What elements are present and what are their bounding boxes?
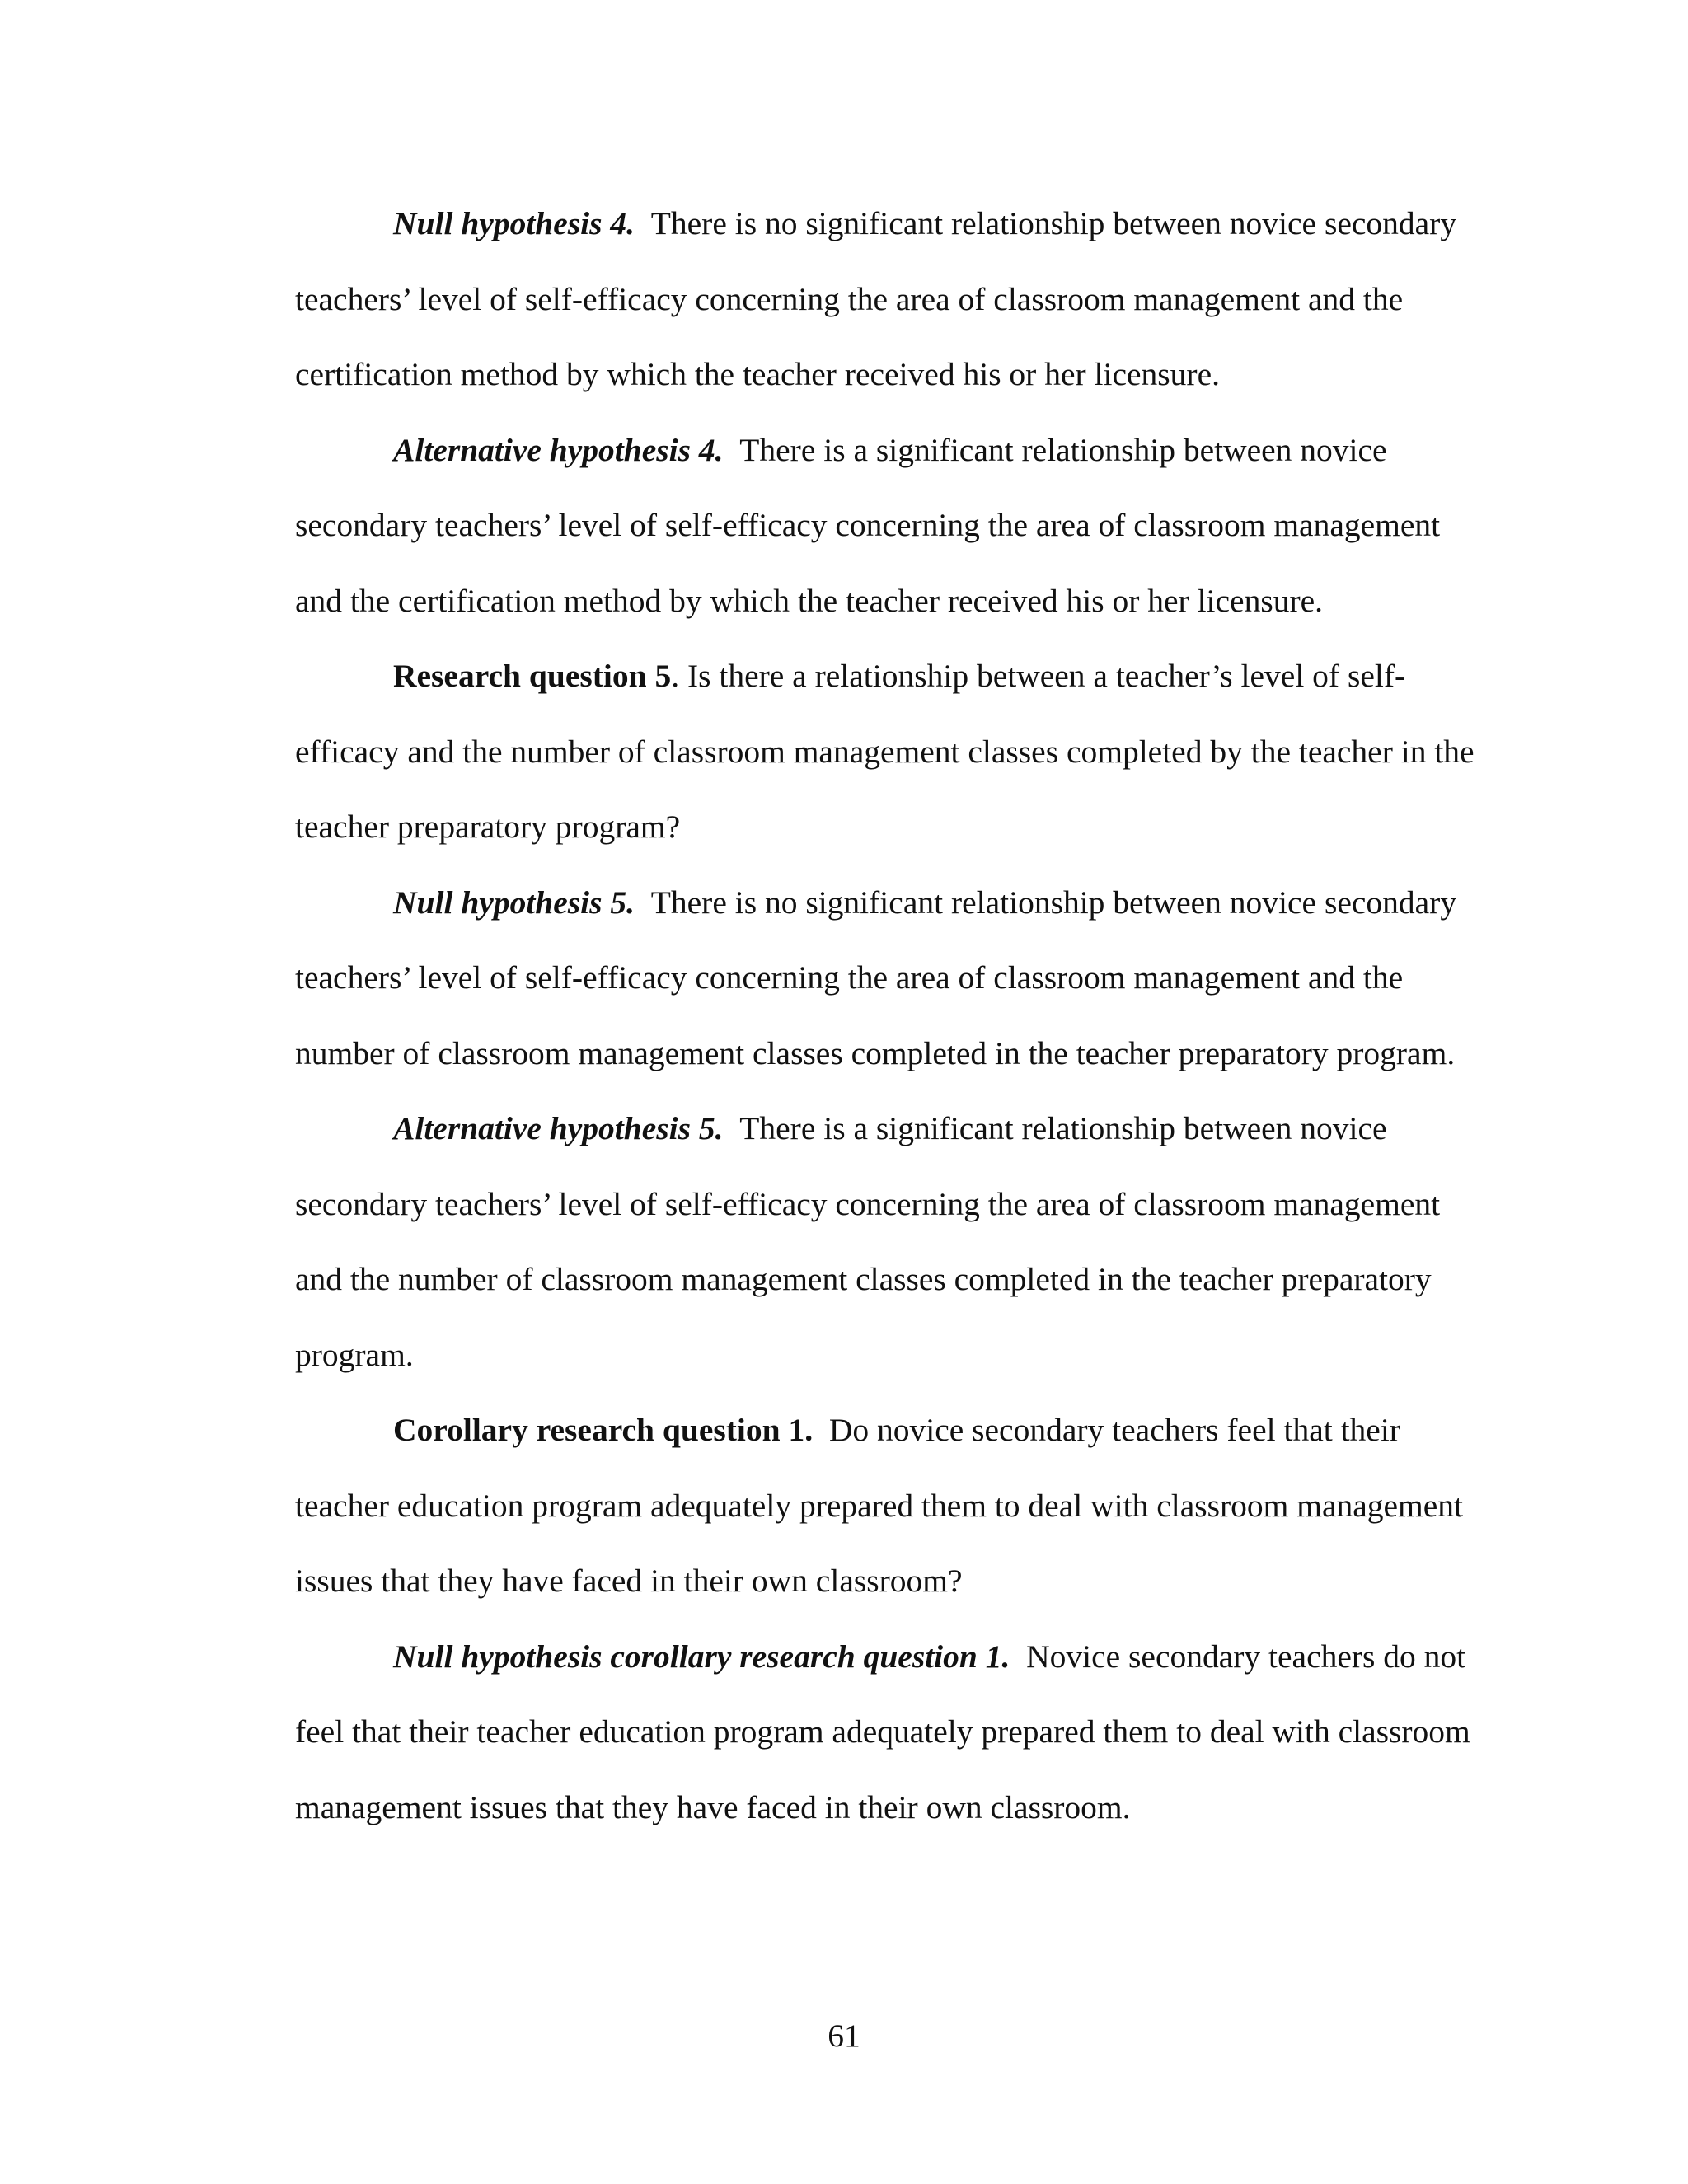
paragraph-text: Novice secondary teachers do not feel that their teacher education program adequately prepared them to deal with classroom management issues that they have faced in their own classroom. <box>295 1638 1470 1825</box>
paragraph-text: There is a significant relationship between novice secondary teachers’ level of self-efficacy concerning the area of classroom management and the number of classroom management classes completed in the teacher preparatory program. <box>295 1110 1441 1373</box>
paragraph-alternative-hypothesis-5 <box>295 1091 1475 1393</box>
paragraph-research-question-5 <box>295 639 1475 865</box>
paragraph-text: There is no significant relationship between novice secondary teachers’ level of self-efficacy concerning the area of classroom management and the number of classroom management classes completed in the teacher preparatory program. <box>295 883 1457 1071</box>
paragraph-heading: Null hypothesis 4. <box>393 205 635 241</box>
paragraph-text: . Is there a relationship between a teacher’s level of self-efficacy and the number of classroom management classes completed by the teacher in the teacher preparatory program? <box>295 658 1475 845</box>
paragraph-text: Do novice secondary teachers feel that their teacher education program adequately prepared them to deal with classroom management issues that they have faced in their own classroom? <box>295 1412 1464 1599</box>
paragraph-heading: Corollary research question 1. <box>393 1412 814 1448</box>
paragraph-heading: Null hypothesis 5. <box>393 883 635 921</box>
paragraph-heading: Alternative hypothesis 5. <box>393 1110 724 1146</box>
body-text <box>295 186 1475 1845</box>
paragraph-heading: Alternative hypothesis 4. <box>393 431 724 468</box>
paragraph-text: There is a significant relationship between novice secondary teachers’ level of self-efficacy concerning the area of classroom management and the certification method by which the teacher received his or her licensure. <box>295 431 1441 619</box>
paragraph-null-hypothesis-5 <box>295 865 1475 1092</box>
paragraph-heading: Research question 5 <box>393 658 672 694</box>
paragraph-alternative-hypothesis-4 <box>295 413 1475 640</box>
page-number: 61 <box>828 2018 860 2054</box>
paragraph-null-hypothesis-corollary-1 <box>295 1619 1475 1846</box>
paragraph-null-hypothesis-4 <box>295 186 1475 413</box>
paragraph-text: There is no significant relationship between novice secondary teachers’ level of self-efficacy concerning the area of classroom management and the certification method by which the teacher received his or her licensure. <box>295 205 1457 392</box>
paragraph-corollary-research-question-1 <box>295 1393 1475 1619</box>
paragraph-heading: Null hypothesis corollary research question 1. <box>393 1638 1010 1675</box>
